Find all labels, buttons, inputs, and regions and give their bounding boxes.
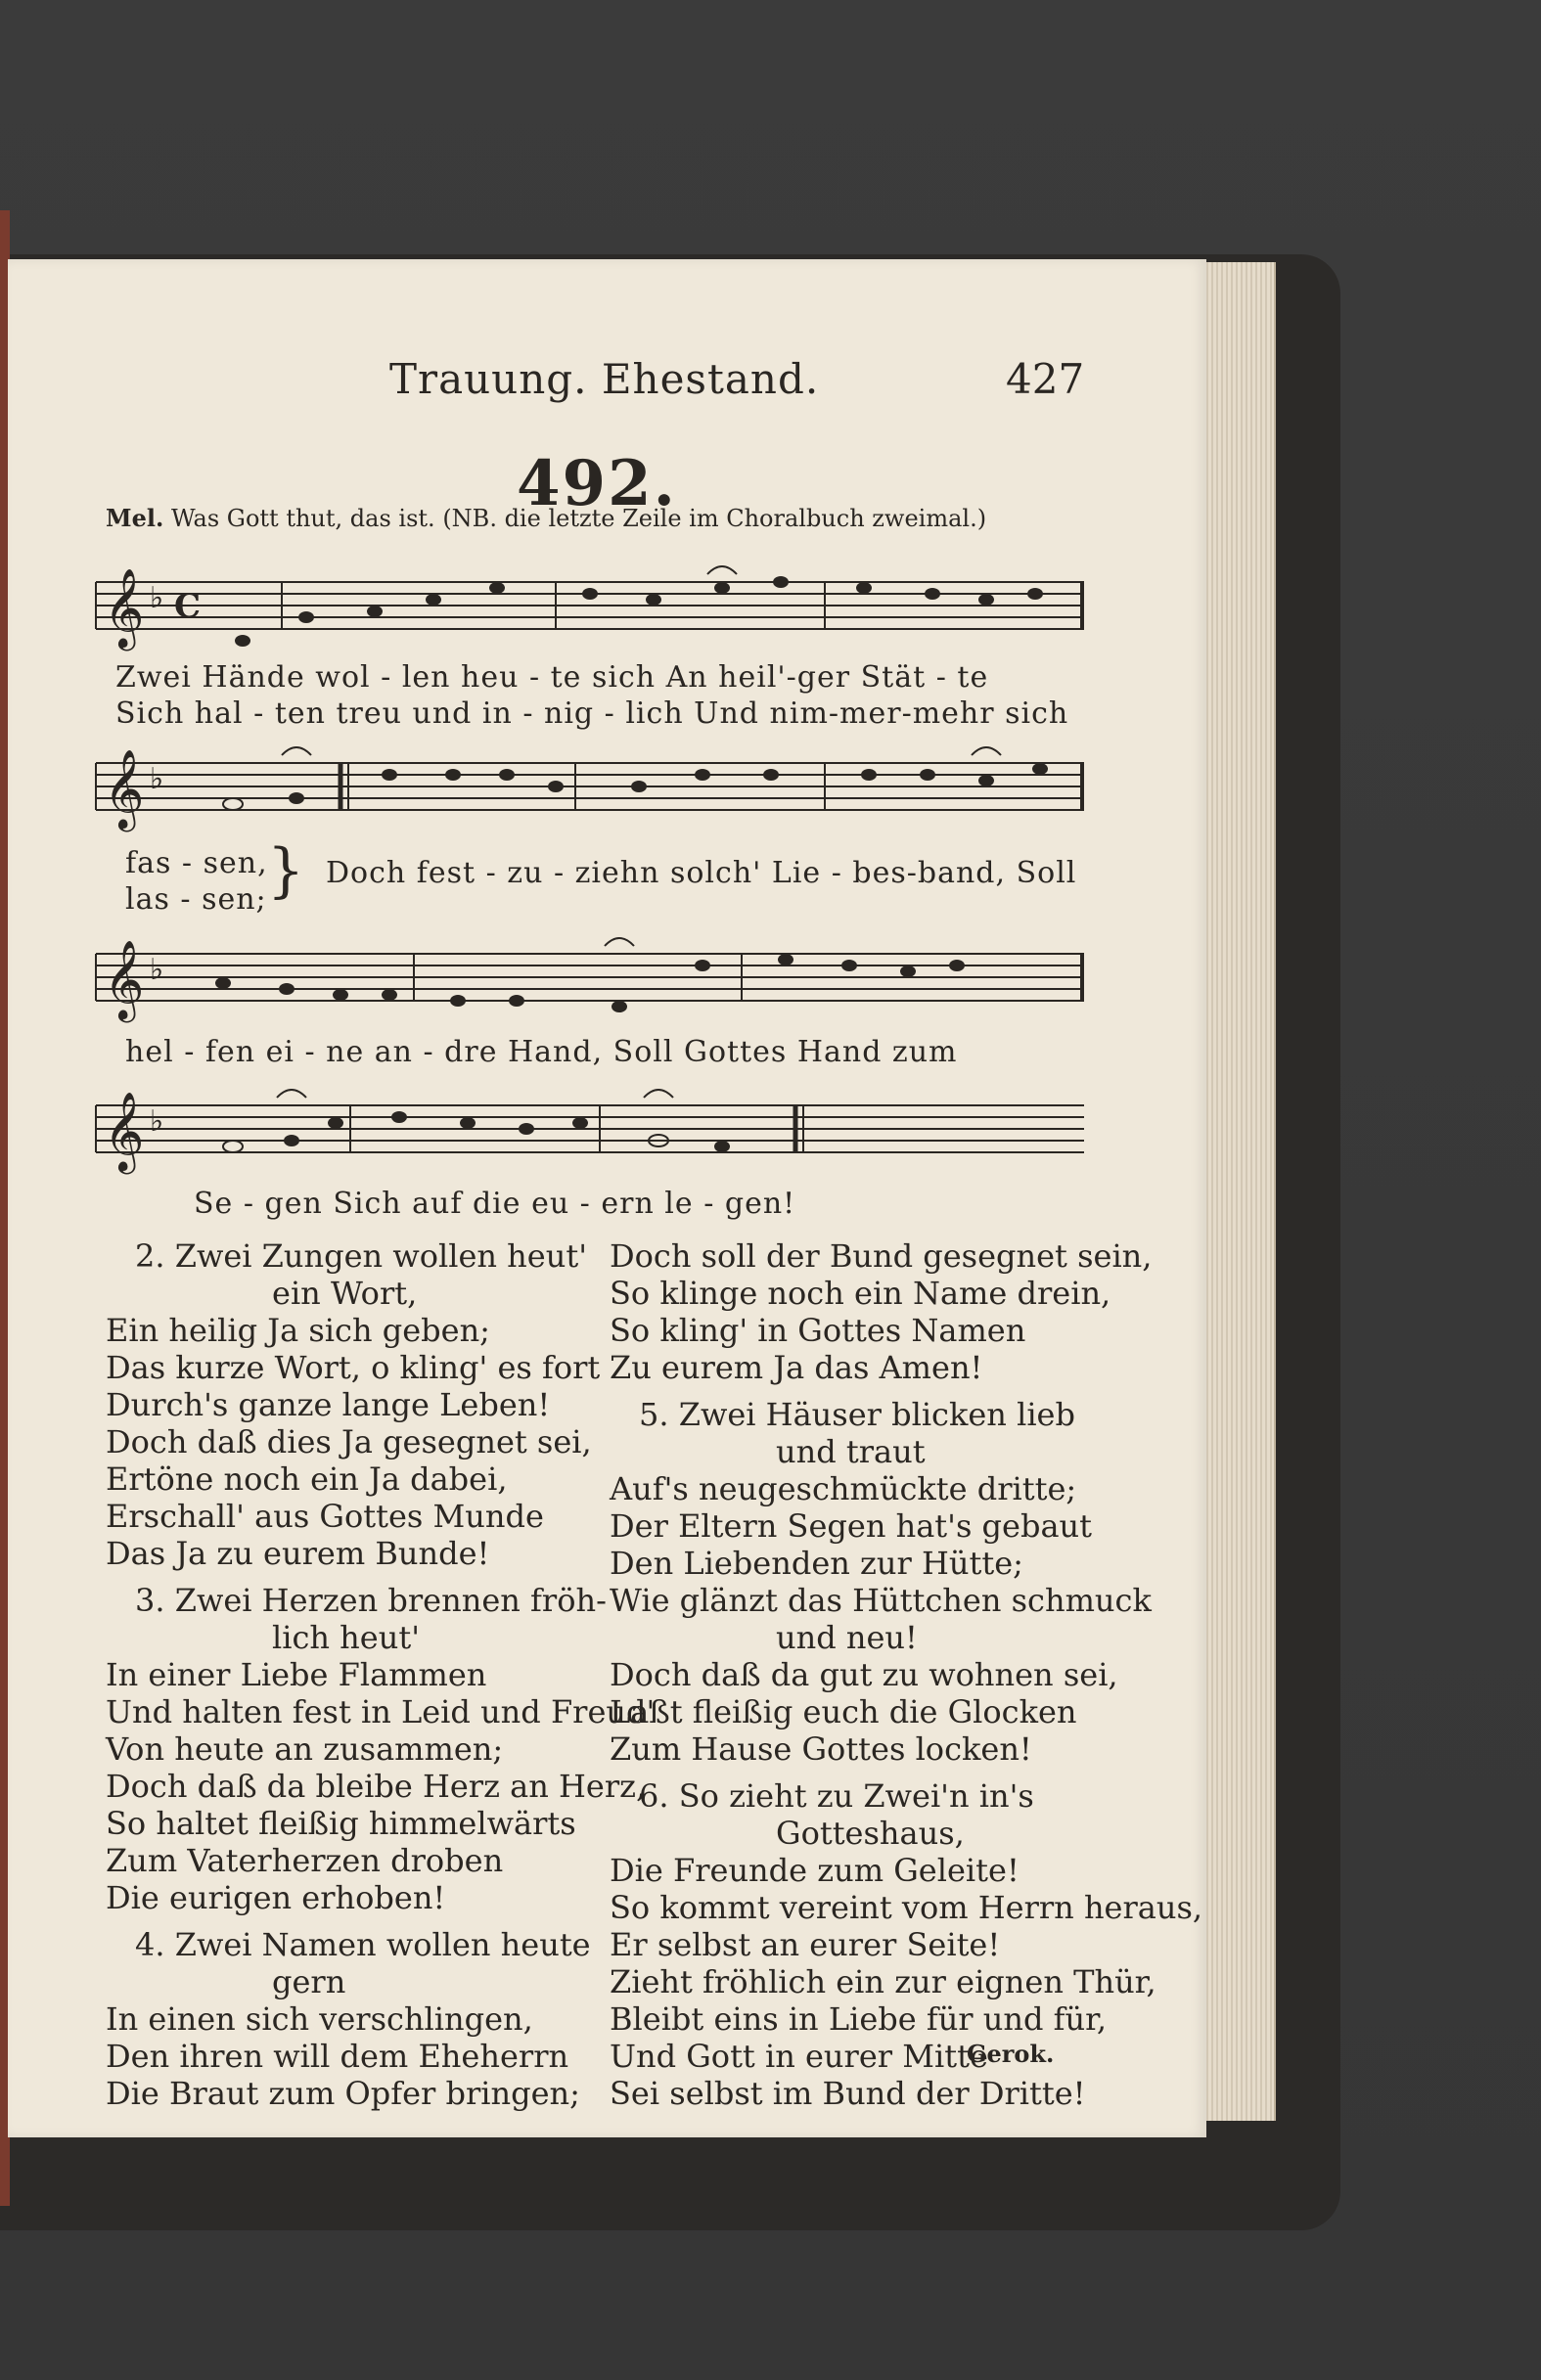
verses-left-column xyxy=(106,1237,655,2112)
verse-line: Erschall' aus Gottes Munde xyxy=(106,1498,544,1535)
verse-line: Und halten fest in Leid und Freud' xyxy=(106,1693,656,1730)
lyrics-row-3: hel - fen ei - ne an - dre Hand, Soll Gottes Hand zum xyxy=(125,1035,958,1069)
verse-line: 3. Zwei Herzen brennen fröh- xyxy=(135,1582,607,1619)
hymn-number: 492. xyxy=(517,447,677,520)
verse-line: Die Freunde zum Geleite! xyxy=(610,1852,1020,1889)
verse-line: Zum Hause Gottes locken! xyxy=(610,1730,1032,1768)
verse-line: Zieht fröhlich ein zur eignen Thür, xyxy=(610,1963,1156,2000)
verse-line: Zu eurem Ja das Amen! xyxy=(610,1349,983,1386)
lyrics-row-4: Se - gen Sich auf die eu - ern le - gen! xyxy=(194,1187,796,1221)
verse-line: So klinge noch ein Name drein, xyxy=(610,1275,1111,1312)
music-staff-1 xyxy=(96,553,1084,660)
verse-line: gern xyxy=(272,1963,346,2000)
verse-line: In einer Liebe Flammen xyxy=(106,1656,487,1693)
svg-text:𝄞: 𝄞 xyxy=(104,748,145,829)
verse-line: Auf's neugeschmückte dritte; xyxy=(610,1470,1077,1507)
verse-line: In einen sich verschlingen, xyxy=(106,2000,533,2038)
verse-line: 2. Zwei Zungen wollen heut' xyxy=(135,1237,587,1275)
verse-line: Ertöne noch ein Ja dabei, xyxy=(106,1460,508,1498)
lyrics-row-2a: fas - sen, xyxy=(125,846,268,880)
verses-right-column xyxy=(610,1237,1202,2112)
verse-line: Sei selbst im Bund der Dritte! xyxy=(610,2075,1086,2112)
verse-line: 6. So zieht zu Zwei'n in's xyxy=(639,1777,1034,1815)
verse-line: Er selbst an eurer Seite! xyxy=(610,1926,1001,1963)
verse-line: So kommt vereint vom Herrn heraus, xyxy=(610,1889,1203,1926)
author-signature: Gerok. xyxy=(967,2040,1055,2068)
verse-line: Den Liebenden zur Hütte; xyxy=(610,1545,1023,1582)
book-page xyxy=(8,259,1206,2137)
lyrics-brace: } xyxy=(267,836,305,905)
verse-line: Die eurigen erhoben! xyxy=(106,1879,446,1916)
verse-line: ein Wort, xyxy=(272,1275,418,1312)
verse-line: und traut xyxy=(776,1433,926,1470)
verse-line: und neu! xyxy=(776,1619,918,1656)
verse-line: Wie glänzt das Hüttchen schmuck xyxy=(610,1582,1152,1619)
music-staff-2 xyxy=(96,734,1084,841)
running-head: Trauung. Ehestand. xyxy=(389,355,820,403)
page-number: 427 xyxy=(1006,355,1085,403)
svg-text:♭: ♭ xyxy=(150,581,164,615)
svg-text:C: C xyxy=(174,587,202,626)
verse-line: Doch daß da bleibe Herz an Herz, xyxy=(106,1768,647,1805)
verse-line: Das kurze Wort, o kling' es fort xyxy=(106,1349,601,1386)
verse-line: 4. Zwei Namen wollen heute xyxy=(135,1926,591,1963)
verse-line: Laßt fleißig euch die Glocken xyxy=(610,1693,1077,1730)
verse-line: lich heut' xyxy=(272,1619,420,1656)
svg-text:♭: ♭ xyxy=(150,1104,164,1139)
music-staff-3 xyxy=(96,924,1084,1032)
svg-text:♭: ♭ xyxy=(150,762,164,796)
verse-line: 5. Zwei Häuser blicken lieb xyxy=(639,1396,1075,1433)
verse-line: Und Gott in eurer Mitte xyxy=(610,2038,988,2075)
melody-reference xyxy=(106,504,986,532)
melody-name: Was Gott thut, das ist. xyxy=(170,505,435,532)
verse-line: Die Braut zum Opfer bringen; xyxy=(106,2075,580,2112)
verse-line: Das Ja zu eurem Bunde! xyxy=(106,1535,490,1572)
verse-line: Durch's ganze lange Leben! xyxy=(106,1386,551,1423)
svg-text:𝄞: 𝄞 xyxy=(104,567,145,648)
verse-line: Den ihren will dem Eheherrn xyxy=(106,2038,569,2075)
svg-text:𝄞: 𝄞 xyxy=(104,1091,145,1171)
verse-line: Von heute an zusammen; xyxy=(106,1730,504,1768)
lyrics-row-1a: Zwei Hände wol - len heu - te sich An heil'-ger Stät - te xyxy=(115,660,989,695)
svg-text:𝄞: 𝄞 xyxy=(104,939,145,1019)
lyrics-row-2c: Doch fest - zu - ziehn solch' Lie - bes-band, Soll xyxy=(326,856,1077,890)
verse-line: Doch soll der Bund gesegnet sein, xyxy=(610,1237,1153,1275)
verse-line: Ein heilig Ja sich geben; xyxy=(106,1312,490,1349)
verse-line: So kling' in Gottes Namen xyxy=(610,1312,1026,1349)
lyrics-row-2b: las - sen; xyxy=(125,882,267,917)
svg-text:♭: ♭ xyxy=(150,953,164,987)
music-staff-4 xyxy=(96,1076,1084,1184)
verse-line: Doch daß dies Ja gesegnet sei, xyxy=(106,1423,592,1460)
verse-line: Zum Vaterherzen droben xyxy=(106,1842,504,1879)
melody-note: (NB. die letzte Zeile im Choralbuch zweimal.) xyxy=(442,505,987,532)
verse-line: So haltet fleißig himmelwärts xyxy=(106,1805,576,1842)
verse-line: Doch daß da gut zu wohnen sei, xyxy=(610,1656,1118,1693)
verse-line: Bleibt eins in Liebe für und für, xyxy=(610,2000,1108,2038)
verse-line: Gotteshaus, xyxy=(776,1815,965,1852)
verse-line: Der Eltern Segen hat's gebaut xyxy=(610,1507,1092,1545)
melody-label: Mel. xyxy=(106,504,164,532)
lyrics-row-1b: Sich hal - ten treu und in - nig - lich Und nim-mer-mehr sich xyxy=(115,696,1069,731)
